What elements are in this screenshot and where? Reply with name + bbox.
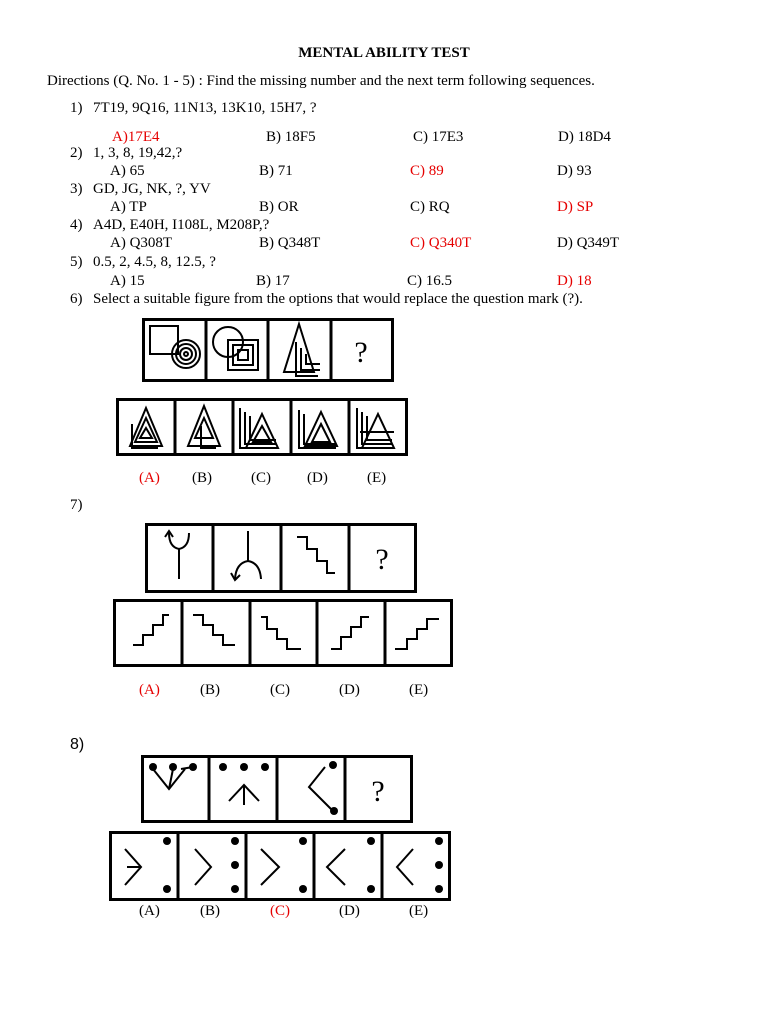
question-6-text: Select a suitable figure from the options that would replace the question mark (?). (93, 291, 583, 307)
q4-option-d[interactable]: D) Q349T (557, 235, 620, 251)
q6-label-e[interactable]: (E) (367, 470, 387, 486)
q8-label-b[interactable]: (B) (200, 903, 220, 919)
question-4-text: A4D, E40H, I108L, M208P,? (93, 217, 270, 233)
q8-label-c[interactable]: (C) (270, 903, 290, 919)
q7-problem-figure (145, 523, 417, 593)
q6-label-a[interactable]: (A) (139, 470, 160, 486)
q4-option-a[interactable]: A) Q308T (110, 235, 173, 251)
directions: Directions (Q. No. 1 - 5) : Find the missing number and the next term following sequences. (47, 73, 595, 89)
q1-option-a[interactable]: A)17E4 (112, 129, 160, 145)
q6-options-figure (116, 398, 408, 456)
question-4-number: 4) (70, 217, 83, 233)
question-3-text: GD, JG, NK, ?, YV (93, 181, 211, 197)
q8-label-a[interactable]: (A) (139, 903, 160, 919)
q8-problem-figure (141, 755, 413, 823)
q7-label-b[interactable]: (B) (200, 682, 220, 698)
q7-label-e[interactable]: (E) (409, 682, 429, 698)
question-2-text: 1, 3, 8, 19,42,? (93, 145, 183, 161)
q1-option-d[interactable]: D) 18D4 (558, 129, 611, 145)
q7-question-mark: ? (375, 543, 389, 576)
q7-label-a[interactable]: (A) (139, 682, 160, 698)
q7-options-figure (113, 599, 453, 667)
q5-option-d[interactable]: D) 18 (557, 273, 592, 289)
q3-option-c[interactable]: C) RQ (410, 199, 450, 215)
q7-label-d[interactable]: (D) (339, 682, 360, 698)
q8-options-figure (109, 831, 451, 901)
page-title: MENTAL ABILITY TEST (298, 45, 470, 61)
question-1-number: 1) (70, 100, 83, 116)
q2-option-c[interactable]: C) 89 (410, 163, 444, 179)
q5-option-c[interactable]: C) 16.5 (407, 273, 452, 289)
q8-label-e[interactable]: (E) (409, 903, 429, 919)
question-2-number: 2) (70, 145, 83, 161)
question-6-number: 6) (70, 291, 83, 307)
q6-label-c[interactable]: (C) (251, 470, 271, 486)
q2-option-d[interactable]: D) 93 (557, 163, 592, 179)
question-5-number: 5) (70, 254, 83, 270)
q1-option-c[interactable]: C) 17E3 (413, 129, 464, 145)
question-8-number: 8) (70, 736, 85, 753)
q8-label-d[interactable]: (D) (339, 903, 360, 919)
question-5-text: 0.5, 2, 4.5, 8, 12.5, ? (93, 254, 216, 270)
q6-problem-figure (142, 318, 394, 382)
q3-option-a[interactable]: A) TP (110, 199, 147, 215)
q5-option-b[interactable]: B) 17 (256, 273, 290, 289)
q6-question-mark: ? (354, 336, 368, 369)
q5-option-a[interactable]: A) 15 (110, 273, 145, 289)
q3-option-d[interactable]: D) SP (557, 199, 594, 215)
q7-label-c[interactable]: (C) (270, 682, 290, 698)
q8-question-mark: ? (371, 775, 385, 808)
q6-label-b[interactable]: (B) (192, 470, 212, 486)
question-3-number: 3) (70, 181, 83, 197)
q2-option-a[interactable]: A) 65 (110, 163, 145, 179)
q1-option-b[interactable]: B) 18F5 (266, 129, 316, 145)
question-1-text: 7T19, 9Q16, 11N13, 13K10, 15H7, ? (93, 100, 317, 116)
q4-option-b[interactable]: B) Q348T (259, 235, 321, 251)
q2-option-b[interactable]: B) 71 (259, 163, 293, 179)
q6-label-d[interactable]: (D) (307, 470, 328, 486)
question-7-number: 7) (70, 497, 83, 513)
q4-option-c[interactable]: C) Q340T (410, 235, 472, 251)
q3-option-b[interactable]: B) OR (259, 199, 299, 215)
